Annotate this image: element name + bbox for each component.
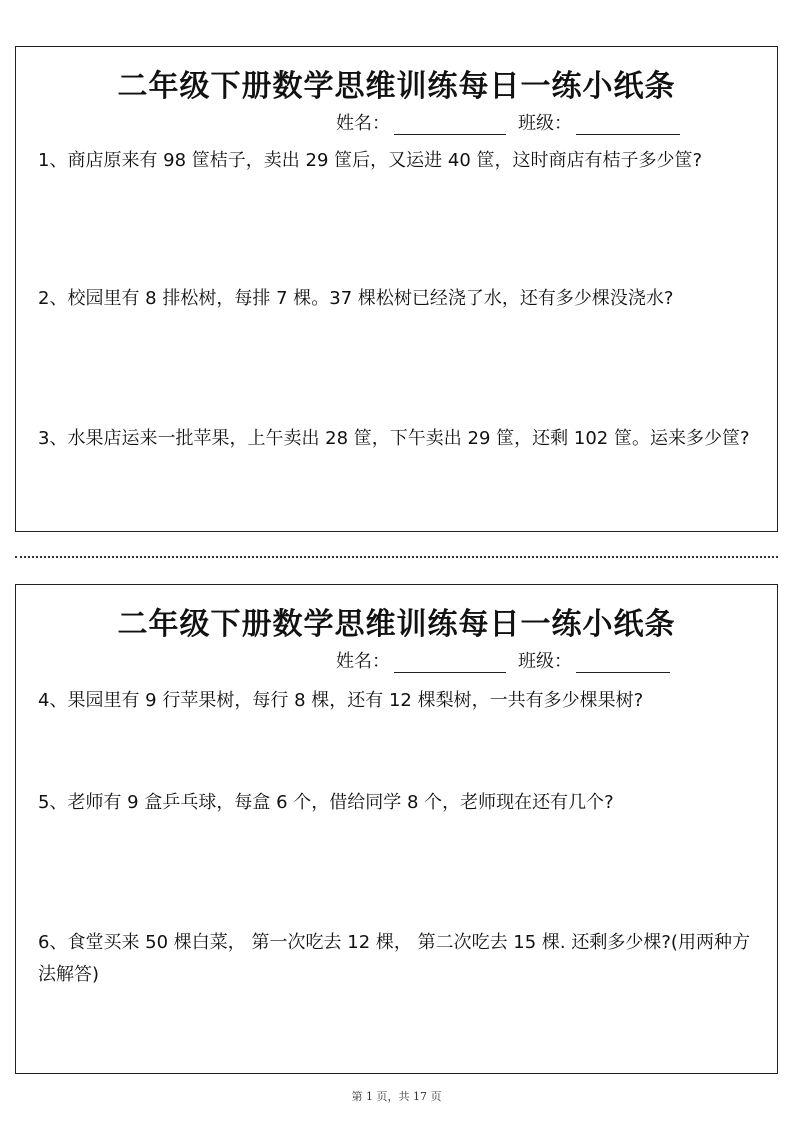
question-1: 1、商店原来有 98 筐桔子，卖出 29 筐后，又运进 40 筐，这时商店有桔子多少筐? xyxy=(38,150,703,171)
question-6: 6、食堂买来 50 棵白菜， 第一次吃去 12 棵， 第二次吃去 15 棵. 还剩多少棵?(用两种方法解答) xyxy=(38,932,750,985)
class-blank[interactable] xyxy=(576,654,670,673)
worksheet-card-2 xyxy=(15,584,778,1074)
student-info-line xyxy=(336,109,680,135)
name-blank[interactable] xyxy=(394,654,506,673)
student-info-line xyxy=(336,647,670,673)
question-3: 3、水果店运来一批苹果，上午卖出 28 筐，下午卖出 29 筐，还剩 102 筐。运来多少筐? xyxy=(38,428,750,449)
worksheet-title: 二年级下册数学思维训练每日一练小纸条 xyxy=(117,69,676,104)
question-5: 5、老师有 9 盒乒乓球，每盒 6 个，借给同学 8 个，老师现在还有几个? xyxy=(38,792,614,813)
question-4: 4、果园里有 9 行苹果树，每行 8 棵，还有 12 棵梨树，一共有多少棵果树? xyxy=(38,690,644,711)
page-number-footer: 第 1 页，共 17 页 xyxy=(351,1090,442,1103)
worksheet-card-1 xyxy=(15,46,778,532)
class-blank[interactable] xyxy=(576,116,680,135)
class-label: 班级： xyxy=(518,651,572,672)
worksheet-title: 二年级下册数学思维训练每日一练小纸条 xyxy=(117,607,676,642)
name-label: 姓名： xyxy=(336,651,390,672)
name-blank[interactable] xyxy=(394,116,506,135)
cut-line-divider xyxy=(15,556,778,558)
name-label: 姓名： xyxy=(336,113,390,134)
class-label: 班级： xyxy=(518,113,572,134)
question-2: 2、校园里有 8 排松树，每排 7 棵。37 棵松树已经浇了水，还有多少棵没浇水? xyxy=(38,288,674,309)
